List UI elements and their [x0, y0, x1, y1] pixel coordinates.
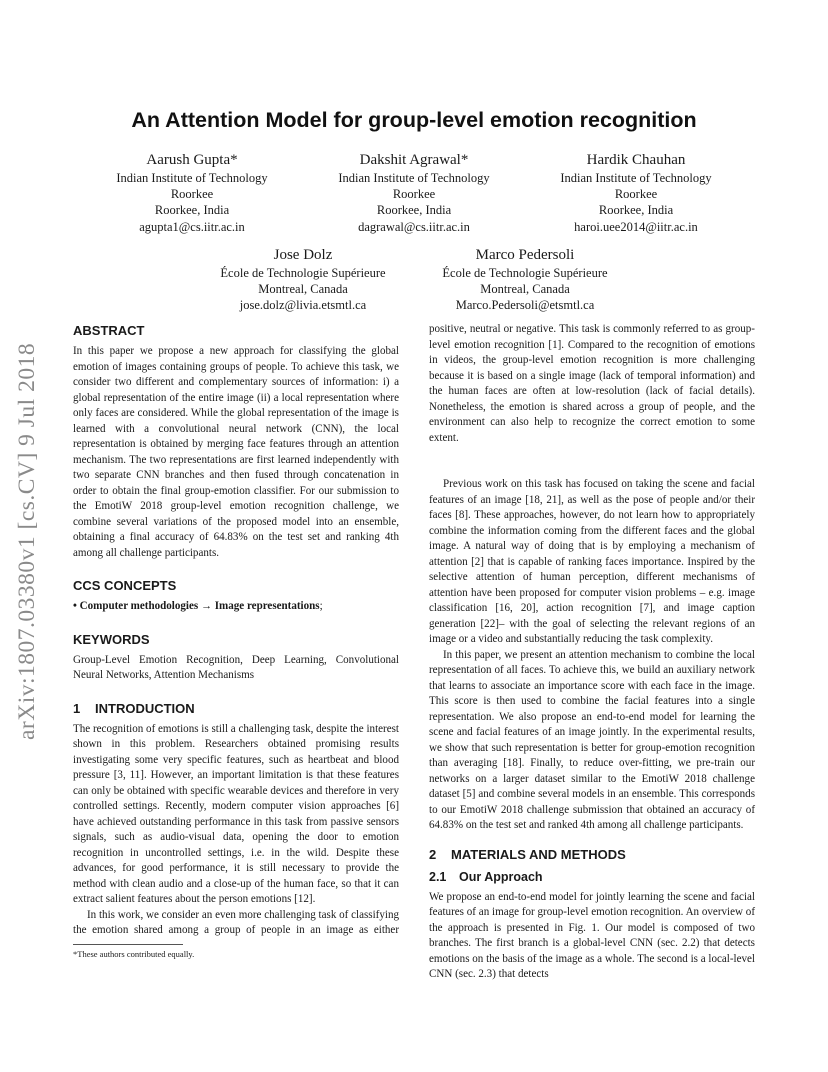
author-email[interactable]: Marco.Pedersoli@etsmtl.ca [455, 298, 595, 313]
arxiv-side-stamp [14, 300, 44, 740]
author-location: Roorkee, India [154, 203, 230, 218]
intro-paragraph-4: In this paper, we present an attention mechanism to combine the local representation of all faces. To achieve this, we build an auxiliary network that learns to associate an importance score with each face in the image. This score is then used to combine the facial features into a single representation. We also propose an end-to-end model for learning the scene and facial features of an image jointly. In the experimental results, we show that such representation is better for group-emotion recognition than averaging [18]. Finally, to reduce over-fitting, we pre-train our networks on a larger dataset similar to the EmotiW 2018 challenge dataset [5] and combine several models in an ensemble. This corresponds to our EmotiW 2018 challenge submission that obtained an accuracy of 64.83% on the test set and ranked 4th among all challenge participants. [429, 648, 755, 831]
author-name: Jose Dolz [273, 247, 333, 263]
intro-paragraph-3: Previous work on this task has focused on taking the scene and facial features of an image [18, 21], as well as the pose of people and/or their faces [8]. These approaches, however, do not learn how to appropriately combine the information coming from the different faces and the global image. A natural way of doing that is by employing a mechanism of attention [2] that is capable of ranking faces importance. Inspired by the selective attention of human perception, different mechanisms of attention have been proposed for computer vision problems – e.g. image classification [16, 20], action recognition [7], and image caption generation [22]– with the goal of selecting the relevant regions of an image or a video and substantially reducing the task complexity. [429, 478, 755, 645]
author-block [196, 245, 410, 314]
approach-paragraph: We propose an end-to-end model for jointly learning the scene and facial features of an image for group-level emotion recognition. An overview of the approach is presented in Fig. 1. Our model is composed of two branches. The first branch is a global-level CNN (sec. 2.2) that detects emotions on the basis of the image as a whole. The second is a local-level CNN (sec. 2.3) that detects [429, 890, 755, 980]
section-number: 1 [73, 700, 81, 716]
author-name: Dakshit Agrawal* [359, 152, 469, 168]
section-number: 2 [429, 846, 437, 862]
author-block [536, 150, 736, 235]
abstract-heading: ABSTRACT [73, 323, 145, 338]
author-affiliation: Indian Institute of Technology [560, 171, 712, 185]
approach-subheading [429, 868, 755, 886]
abstract-text: In this paper we propose a new approach for classifying the global emotion of images containing groups of people. To achieve this task, we consider two different and complementary sources of information: i) a global representation of the entire image (ii) a local representation where only faces are considered. While the global representation of the image is learned with a convolutional neural network (CNN), the local representation is obtained by merging face features through an attention mechanism. The two representations are first learned independently with two separate CNN branches and then fused through concatenation in order to obtain the final group-emotion classifier. For our submission to the EmotiW 2018 group-level emotion recognition challenge, we combine several variations of the proposed model into an ensemble, obtaining a final accuracy of 64.83% on the test set and ranking 4th among all challenge participants. [73, 345, 399, 559]
ccs-tail: ; [319, 600, 323, 612]
ccs-heading: CCS CONCEPTS [73, 578, 177, 593]
author-place: Roorkee [170, 187, 214, 202]
author-place: Roorkee [392, 187, 436, 202]
section-title: MATERIALS AND METHODS [451, 846, 626, 862]
author-email[interactable]: agupta1@cs.iitr.ac.in [139, 219, 245, 234]
footnote-divider [73, 944, 183, 945]
intro-paragraph-2-text: positive, neutral or negative. This task is commonly referred to as group-level emotion recognition [1]. Compared to the recognition of emotions in videos, the group-level emotion recognition is more challenging because it is based on a single image (lack of temporal information) and the human faces are often at low-resolution (lack of facial details). Nonetheless, the emotion is shared across a group of people, and the environment can also help to recognize the correct emotion to some extent. [429, 323, 755, 444]
author-location: Roorkee, India [376, 203, 452, 218]
author-place: Roorkee [614, 187, 658, 202]
author-affiliation: École de Technologie Supérieure [442, 266, 608, 280]
author-affiliation: Indian Institute of Technology [116, 171, 268, 185]
arxiv-identifier: arXiv:1807.03380v1 [cs.CV] 9 Jul 2018 [14, 342, 40, 740]
author-location: Montreal, Canada [258, 282, 348, 297]
footnote: *These authors contributed equally. [73, 949, 195, 959]
intro-paragraph-1: The recognition of emotions is still a challenging task, despite the interest shown in this problem. Researchers obtained promising results investigating some very specific features, such as heartbeat and blood pressure [3, 11]. However, an important limitation is that these features can only be obtained with specific wearable devices and therefore in very controlled settings. Recently, modern computer vision approaches [6] have achieved outstanding performance in this task from passive sensors signals, such as audio-visual data, opening the door to emotion recognition in uncontrolled settings, i.e. in the wild. Despite these advances, for good performance, it is still necessary to provide the method with clean audio and a close-up of the human face, so that it can extract salient features about the person emotions [12]. [73, 722, 399, 905]
section-title: INTRODUCTION [95, 700, 195, 716]
author-block [418, 245, 632, 314]
intro-paragraph-2-continued [429, 322, 755, 477]
methods-heading [429, 846, 755, 864]
ccs-item: • Computer methodologies → Image representations [73, 600, 320, 612]
subsection-title: Our Approach [459, 869, 543, 884]
keywords-text: Group-Level Emotion Recognition, Deep Learning, Convolutional Neural Networks, Attention Mechanisms [73, 653, 399, 681]
author-name: Aarush Gupta* [146, 152, 238, 168]
subsection-number: 2.1 [429, 869, 447, 884]
right-column [429, 322, 755, 983]
author-email[interactable]: haroi.uee2014@iitr.ac.in [574, 219, 698, 234]
author-affiliation: École de Technologie Supérieure [220, 266, 386, 280]
introduction-heading [73, 700, 399, 718]
author-location: Roorkee, India [598, 203, 674, 218]
author-affiliation: Indian Institute of Technology [338, 171, 490, 185]
author-name: Hardik Chauhan [586, 152, 686, 168]
author-location: Montreal, Canada [480, 282, 570, 297]
left-column [73, 322, 399, 939]
intro-paragraph-2: In this work, we consider an even more challenging task of classifying the emotion shared among a group of people in an image as either [73, 908, 399, 936]
paper-title: An Attention Model for group-level emotion recognition [131, 108, 697, 132]
author-name: Marco Pedersoli [475, 247, 575, 263]
author-block [92, 150, 292, 235]
author-email[interactable]: dagrawal@cs.iitr.ac.in [358, 219, 470, 234]
keywords-heading: KEYWORDS [73, 631, 150, 647]
ccs-concepts [73, 599, 399, 615]
author-email[interactable]: jose.dolz@livia.etsmtl.ca [239, 298, 367, 313]
author-block [314, 150, 514, 235]
